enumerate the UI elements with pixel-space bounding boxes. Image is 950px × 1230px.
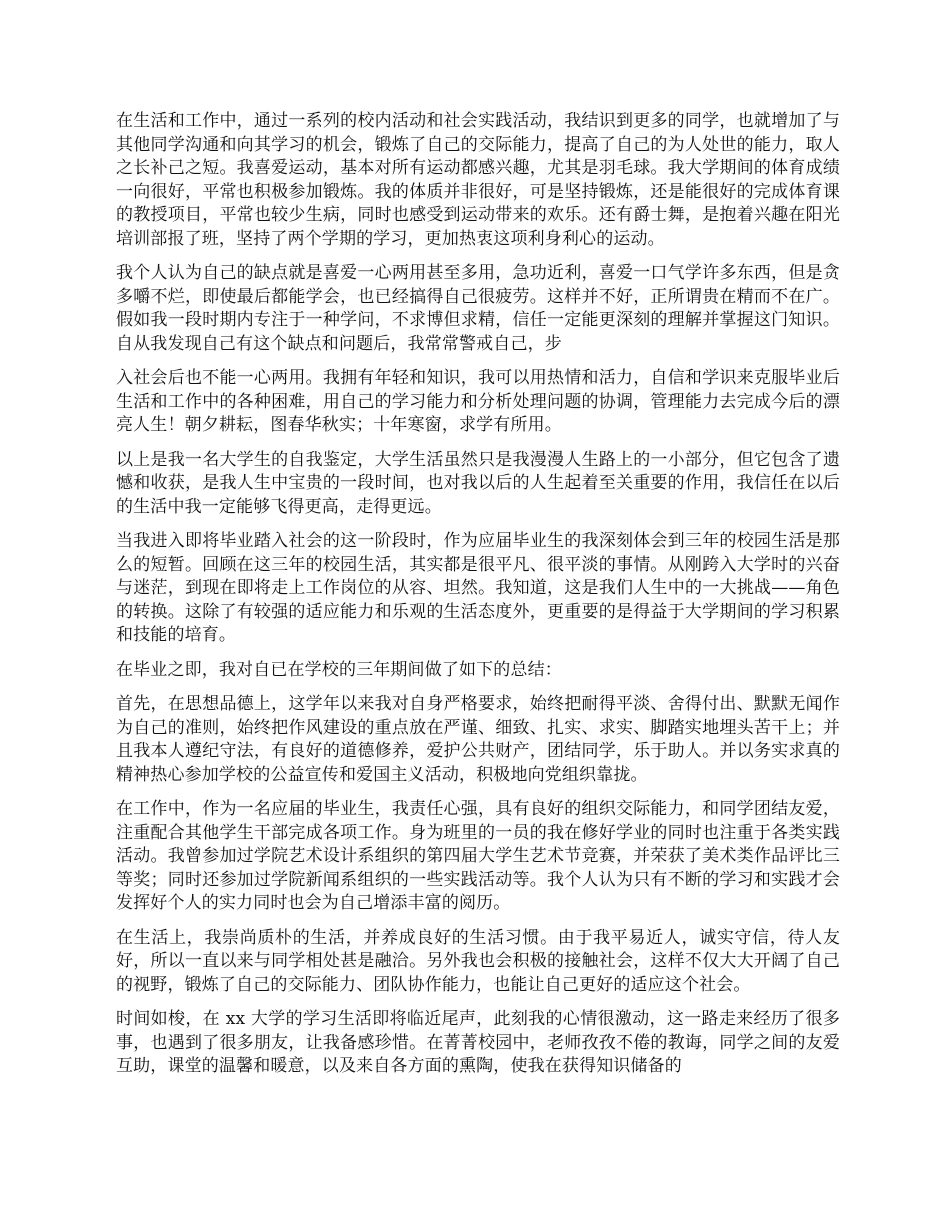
paragraph-3: 入社会后也不能一心两用。我拥有年轻和知识，我可以用热情和活力，自信和学识来克服毕业后生活和工作中的各种困难，用自己的学习能力和分析处理问题的协调，管理能力去完成今后的漂亮人生！朝夕耕耘，图春华秋实；十年寒窗，求学有所用。 — [116, 368, 840, 435]
paragraph-4: 以上是我一名大学生的自我鉴定，大学生活虽然只是我漫漫人生路上的一小部分，但它包含了遗憾和收获，是我人生中宝贵的一段时间，也对我以后的人生起着至关重要的作用，我信任在以后的生活中我一定能够飞得更高，走得更远。 — [116, 449, 840, 517]
paragraph-2: 我个人认为自己的缺点就是喜爱一心两用甚至多用，急功近利，喜爱一口气学许多东西，但是贪多嚼不烂，即使最后都能学会，也已经搞得自己很疲劳。这样并不好，正所谓贵在精而不在广。假如我一段时期内专注于一种学问，不求博但求精，信任一定能更深刻的理解并掌握这门知识。自从我发现自己有这个缺点和问题后，我常常警戒自己，步 — [116, 263, 840, 354]
paragraph-6: 在毕业之即，我对自已在学校的三年期间做了如下的总结： — [116, 659, 562, 680]
paragraph-7: 首先，在思想品德上，这学年以来我对自身严格要求，始终把耐得平淡、舍得付出、默默无闻作为自己的准则，始终把作风建设的重点放在严谨、细致、扎实、求实、脚踏实地埋头苦干上；并且我本人遵纪守法，有良好的道德修养，爱护公共财产，团结同学，乐于助人。并以务实求真的精神热心参加学校的公益宣传和爱国主义活动，积极地向党组织靠拢。 — [116, 694, 840, 785]
paragraph-1: 在生活和工作中，通过一系列的校内活动和社会实践活动，我结识到更多的同学，也就增加了与其他同学沟通和向其学习的机会，锻炼了自己的交际能力，提高了自己的为人处世的能力，取人之长补己之短。我喜爱运动，基本对所有运动都感兴趣，尤其是羽毛球。我大学期间的体育成绩一向很好，平常也积极参加锻炼。我的体质并非很好，可是坚持锻炼，还是能很好的完成体育课的教授项目，平常也较少生病，同时也感受到运动带来的欢乐。还有爵士舞，是抱着兴趣在阳光培训部报了班，坚持了两个学期的学习，更加热衷这项利身利心的运动。 — [116, 111, 840, 249]
paragraph-10: 时间如梭，在 xx 大学的学习生活即将临近尾声，此刻我的心情很激动，这一路走来经历了很多事，也遇到了很多朋友，让我备感珍惜。在菁菁校园中，老师孜孜不倦的教诲，同学之间的友爱互助，课堂的温馨和暖意，以及来自各方面的熏陶，使我在获得知识储备的 — [116, 1009, 840, 1076]
paragraph-5: 当我进入即将毕业踏入社会的这一阶段时，作为应届毕业生的我深刻体会到三年的校园生活是那么的短暂。回顾在这三年的校园生活，其实都是很平凡、很平淡的事情。从刚跨入大学时的兴奋与迷茫，到现在即将走上工作岗位的从容、坦然。我知道，这是我们人生中的一大挑战——角色的转换。这除了有较强的适应能力和乐观的生活态度外，更重要的是得益于大学期间的学习积累和技能的培育。 — [116, 531, 840, 645]
document-body — [116, 110, 840, 1090]
paragraph-9: 在生活上，我崇尚质朴的生活，并养成良好的生活习惯。由于我平易近人，诚实守信，待人友好，所以一直以来与同学相处甚是融洽。另外我也会积极的接触社会，这样不仅大大开阔了自己的视野，锻炼了自己的交际能力、团队协作能力，也能让自己更好的适应这个社会。 — [116, 927, 840, 995]
paragraph-8: 在工作中，作为一名应届的毕业生，我责任心强，具有良好的组织交际能力，和同学团结友爱，注重配合其他学生干部完成各项工作。身为班里的一员的我在修好学业的同时也注重于各类实践活动。我曾参加过学院艺术设计系组织的第四届大学生艺术节竞赛，并荣获了美术类作品评比三等奖；同时还参加过学院新闻系组织的一些实践活动等。我个人认为只有不断的学习和实践才会发挥好个人的实力同时也会为自己增添丰富的阅历。 — [116, 799, 840, 913]
